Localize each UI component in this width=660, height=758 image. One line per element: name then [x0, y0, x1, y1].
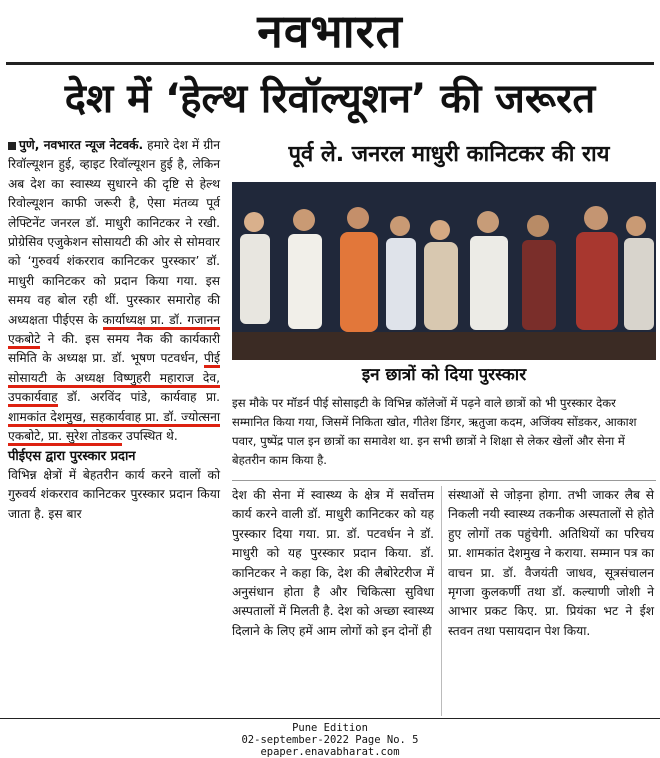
left-column — [8, 136, 220, 524]
bullet-icon — [8, 142, 16, 150]
caption-title: इन छात्रों को दिया पुरस्कार — [361, 365, 527, 385]
subheadline: पूर्व ले. जनरल माधुरी कानिटकर की राय — [288, 142, 610, 167]
column-divider — [441, 486, 442, 716]
section-subheading: पीईएस द्वारा पुरस्कार प्रदान — [8, 448, 136, 464]
footer — [0, 722, 660, 758]
body-text: डॉ. अरविंद पांडे, कार्यवाह प्रा. — [57, 390, 220, 405]
caption-text: इस मौके पर मॉडर्न पीई सोसाइटी के विभिन्न कॉलेजों में पढ़ने वाले छात्रों को भी पुरस्कार देकर सम्मानित किया गया, जिसमें निकिता खोत, गीतेश डिंगर, ऋतुजा कदम, अजिंक्य सोंडकर, आकाश पवार, पुष्पेंद्र पाल इन छात्रों का समावेश था. इन सभी छात्रों ने शिक्षा से लेकर खेलों और सेना में बेहतरीन काम किया है. — [232, 396, 637, 467]
body-text: हमारे देश में ग्रीन रिवॉल्यूशन हुई, व्हाइट रिवॉल्यूशन हुई है, लेकिन अब देश का स्वास्थ्य सुधारने की दृष्टि से हेल्थ रिवोल्यूशन काफी जरूरी है, ऐसा मंतव्य पूर्व लेफ्टिनेंट जनरल डॉ. माधुरी कानिटकर ने रखी. प्रोग्रेसिव एजुकेशन सोसायटी की ओर से सोमवार को ‘गुरुवर्य शंकरराव कानिटकर पुरस्कार’ डॉ. माधुरी कानिटकर को प्रदान किया गया. इस समय वह बोल रही थीं. पुरस्कार समारोह की अध्यक्षता पीईएस के — [8, 138, 220, 327]
body-text: ने की. इस समय नैक की कार्यकारी समिति के अध्यक्ष प्रा. डॉ. भूषण पटवर्धन, — [8, 332, 220, 366]
edition-label: Pune Edition — [292, 722, 368, 734]
divider — [232, 480, 656, 481]
photo-illustration — [232, 182, 656, 360]
body-text: विभिन्न क्षेत्रों में बेहतरीन कार्य करने वालों को गुरुवर्य शंकरराव कानिटकर पुरस्कार प्रदान किया जाता है. इस बार — [8, 467, 220, 521]
dateline: पुणे, नवभारत न्यूज नेटवर्क. — [19, 138, 144, 152]
date-page-label: 02-september-2022 Page No. 5 — [241, 734, 419, 746]
headline: देश में ‘हेल्थ रिवॉल्यूशन’ की जरूरत — [64, 76, 596, 122]
event-photo — [232, 182, 656, 360]
underlined-text: पीई सोसायटी के अध्यक्ष विष्णुहरी महाराज देव, उपकार्यवाह — [8, 351, 220, 407]
underlined-text: कार्याध्यक्ष प्रा. डॉ. गजानन एकबोटे — [8, 313, 220, 349]
masthead-rule — [6, 62, 654, 65]
right-column: संस्थाओं से जोड़ना होगा. तभी जाकर लैब से निकली नयी स्वास्थ्य तकनीक अस्पतालों से होते हुए लोगों तक पहुंचेगी. अतिथियों का परिचय प्रा. शामकांत देशमुख ने कराया. सम्मान पत्र का वाचन प्रा. डॉ. वैजयंती जाधव, सूत्रसंचालन मृगजा कुलकर्णी तथा डॉ. कल्याणी जोशी ने आभार प्रकट किए. प्रा. प्रियंका भट ने ईश स्तवन तथा पसायदान पेश किया. — [448, 488, 654, 638]
photo-caption — [232, 360, 656, 480]
site-label: epaper.enavabharat.com — [260, 746, 400, 758]
body-text: उपस्थित थे. — [122, 429, 178, 444]
middle-column: देश की सेना में स्वास्थ्य के क्षेत्र में सर्वोत्तम कार्य करने वाली डॉ. माधुरी कानिटकर को यह पुरस्कार दिया गया. प्रा. डॉ. पटवर्धन ने डॉ. माधुरी को यह पुरस्कार प्रदान किया. डॉ. कानिटकर ने कहा कि, देश की लैबोरेटरीज में अनुसंधान होता है और चिकित्सा सुविधा अस्पतालों में मिलती है. देश को अच्छा स्वास्थ्य दिलाने के लिए हमें आम लोगों को इन दोनों ही — [232, 488, 434, 638]
underlined-text: शामकांत देशमुख, सहकार्यवाह प्रा. डॉ. ज्योत्सना एकबोटे, प्रा. सुरेश तोडकर — [8, 410, 220, 446]
footer-rule — [0, 718, 660, 719]
masthead: नवभारत — [257, 4, 403, 58]
